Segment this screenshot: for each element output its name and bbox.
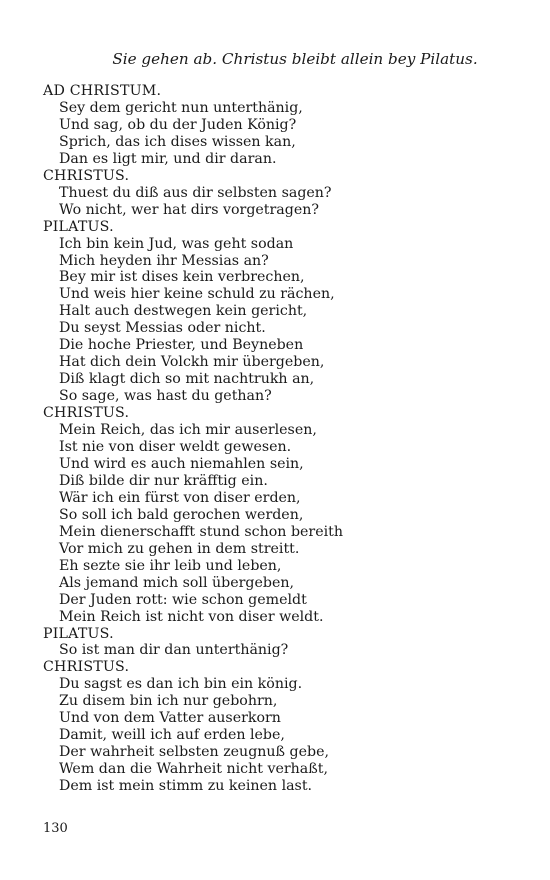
verse-line: Mein Reich ist nicht von diser weldt. [59,608,324,625]
verse-line: Eh sezte sie ihr leib und leben, [59,557,282,574]
verse-line: Mich heyden ihr Messias an? [59,252,269,269]
verse-line: Bey mir ist dises kein verbrechen, [59,269,305,286]
verse-line: Thuest du diß aus dir selbsten sagen? [59,184,332,201]
verse-line: Der wahrheit selbsten zeugnuß gebe, [59,744,330,761]
verse-line: Sprich, das ich dises wissen kan, [59,133,296,150]
dialogue-text [43,83,513,795]
verse-line: Dan es ligt mir, und dir daran. [59,150,277,167]
speaker-name: PILATUS. [43,218,114,235]
verse-line: Als jemand mich soll übergeben, [59,574,295,591]
verse-line: So soll ich bald gerochen werden, [59,506,304,523]
verse-line: Wo nicht, wer hat dirs vorgetragen? [59,201,319,218]
verse-line: Und sag, ob du der Juden König? [59,116,297,133]
verse-line: Ich bin kein Jud, was geht sodan [59,235,294,252]
verse-line: Wär ich ein fürst von diser erden, [59,489,301,506]
verse-line: Die hoche Priester, und Beyneben [59,337,304,354]
verse-line: Hat dich dein Volckh mir übergeben, [59,354,325,371]
verse-line: Der Juden rott: wie schon gemeldt [59,591,307,608]
verse-line: Sey dem gericht nun unterthänig, [59,99,303,116]
verse-line: Du seyst Messias oder nicht. [59,320,266,337]
verse-line: Halt auch destwegen kein gericht, [59,303,308,320]
verse-line: Diß bilde dir nur kräfftig ein. [59,472,268,489]
speaker-name: CHRISTUS. [43,167,130,184]
speaker-name: AD CHRISTUM. [43,83,162,99]
speaker-name: PILATUS. [43,625,114,642]
verse-line: Und von dem Vatter auserkorn [59,710,281,727]
verse-line: Du sagst es dan ich bin ein könig. [59,676,303,693]
verse-line: Damit, weill ich auf erden lebe, [59,727,285,744]
verse-line: Diß klagt dich so mit nachtrukh an, [59,371,315,388]
verse-line: Wem dan die Wahrheit nicht verhaßt, [59,761,328,778]
verse-line: Mein Reich, das ich mir auserlesen, [59,422,317,439]
verse-line: Und wird es auch niemahlen sein, [59,455,304,472]
speaker-name: CHRISTUS. [43,405,130,422]
verse-line: So sage, was hast du gethan? [59,388,272,405]
verse-line: Und weis hier keine schuld zu rächen, [59,286,335,303]
verse-line: Vor mich zu gehen in dem streitt. [59,540,300,557]
verse-line: Zu disem bin ich nur gebohrn, [59,693,278,710]
stage-direction: Sie gehen ab. Christus bleibt allein bey Pilatus. [112,50,478,68]
verse-line: Ist nie von diser weldt gewesen. [59,439,292,456]
verse-line: So ist man dir dan unterthänig? [59,642,289,659]
speaker-name: CHRISTUS. [43,659,130,676]
page-number: 130 [43,821,68,836]
verse-line: Mein dienerschafft stund schon bereith [59,523,343,540]
verse-line: Dem ist mein stimm zu keinen last. [59,778,313,795]
